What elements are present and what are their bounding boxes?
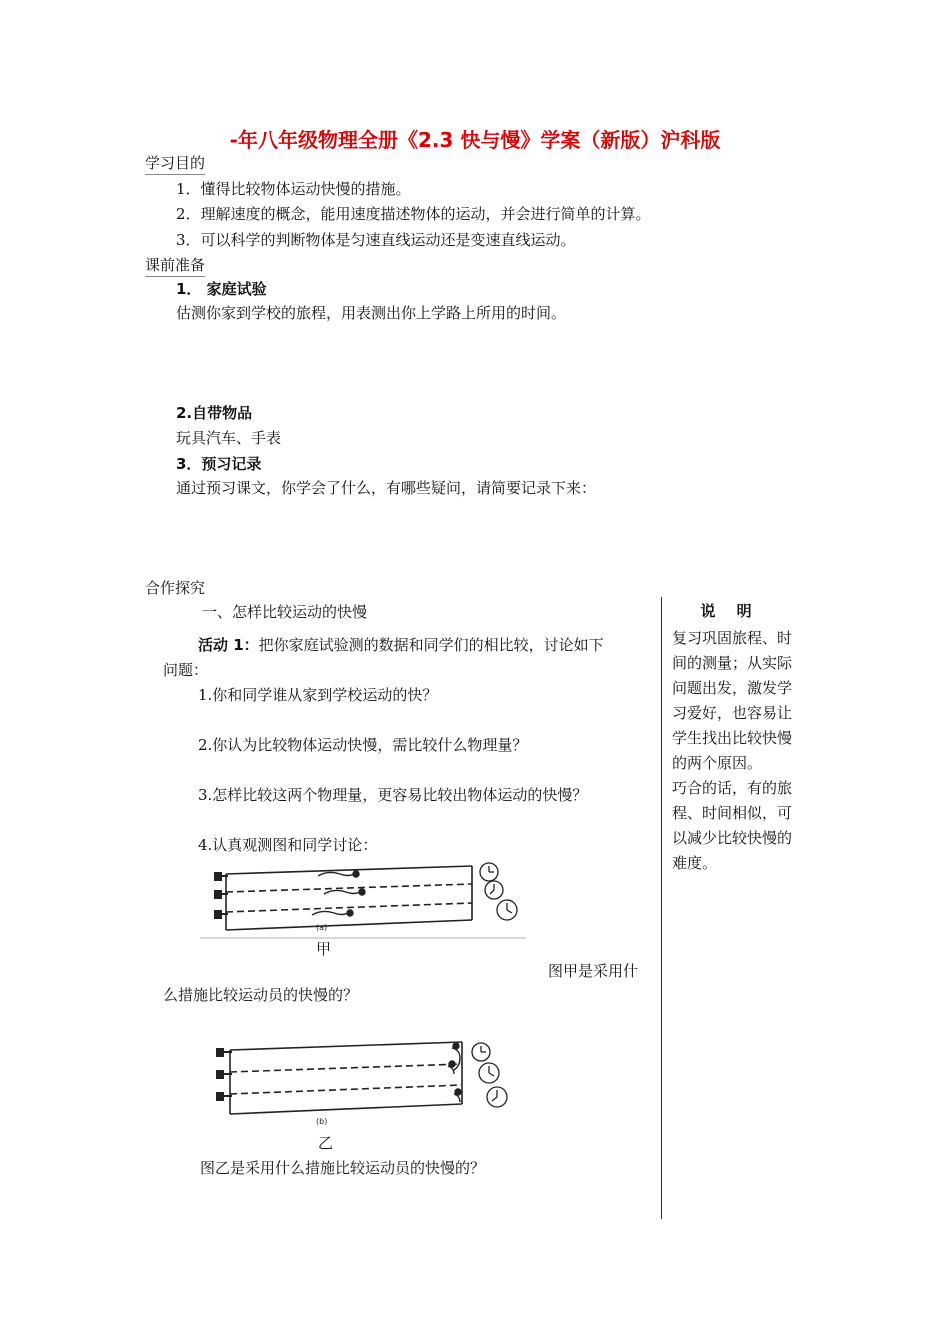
home-experiment-title: 1． 家庭试验 (176, 280, 267, 298)
bring-items-title: 2.自带物品 (176, 404, 253, 422)
explore-heading: 合作探究 (145, 579, 206, 597)
activity-text-cont: 问题： (163, 661, 209, 679)
objectives-heading: 学习目的 (145, 152, 205, 175)
column-divider (661, 597, 662, 1219)
figure-b-caption: 乙 (318, 1134, 334, 1152)
notes-heading: 说 明 (700, 602, 760, 620)
home-experiment-text: 估测你家到学校的旅程，用表测出你上学路上所用的时间。 (176, 304, 567, 322)
bring-items-text: 玩具汽车、手表 (176, 429, 282, 447)
activity-label: 活动 1： (198, 636, 259, 654)
question-5-part2: 么措施比较运动员的快慢的？ (163, 986, 359, 1004)
clock-icon (480, 863, 517, 920)
clock-icon (472, 1043, 507, 1107)
page-title: -年八年级物理全册《2.3 快与慢》学案（新版）沪科版 (229, 128, 721, 152)
figure-b-label: (b) (316, 1117, 328, 1126)
figure-a-caption: 甲 (316, 940, 332, 958)
figure-a-swim-lanes (200, 858, 530, 942)
swimmer-icon (448, 1043, 461, 1102)
question-5-part1: 图甲是采用什 (548, 962, 639, 980)
objective-item: 2．理解速度的概念，能用速度描述物体的运动，并会进行简单的计算。 (176, 205, 651, 223)
activity-line (198, 634, 604, 655)
preview-record-text: 通过预习课文，你学会了什么，有哪些疑问，请简要记录下来： (176, 479, 597, 497)
question-2: 2.你认为比较物体运动快慢，需比较什么物理量？ (198, 736, 528, 754)
explore-subheading: 一、怎样比较运动的快慢 (202, 603, 368, 621)
question-6: 图乙是采用什么措施比较运动员的快慢的？ (200, 1159, 486, 1177)
figure-b-swim-lanes (206, 1036, 518, 1130)
question-3: 3.怎样比较这两个物理量，更容易比较出物体运动的快慢？ (198, 786, 588, 804)
objective-item: 3．可以科学的判断物体是匀速直线运动还是变速直线运动。 (176, 231, 576, 249)
question-1: 1.你和同学谁从家到学校运动的快？ (198, 686, 438, 704)
preparation-heading: 课前准备 (145, 254, 205, 277)
objective-item: 1．懂得比较物体运动快慢的措施。 (176, 180, 411, 198)
activity-text: 把你家庭试验测的数据和同学们的相比较，讨论如下 (258, 636, 604, 654)
note-paragraph: 复习巩固旅程、时间的测量；从实际问题出发，激发学习爱好，也容易让学生找出比较快慢的两个原因。 (672, 629, 793, 772)
question-4: 4.认真观测图和同学讨论： (198, 836, 378, 854)
preview-record-title: 3．预习记录 (176, 455, 262, 473)
figure-a-label: (a) (316, 923, 328, 932)
notes-body (672, 626, 796, 876)
note-paragraph: 巧合的话，有的旅程、时间相似，可以减少比较快慢的难度。 (672, 779, 793, 872)
